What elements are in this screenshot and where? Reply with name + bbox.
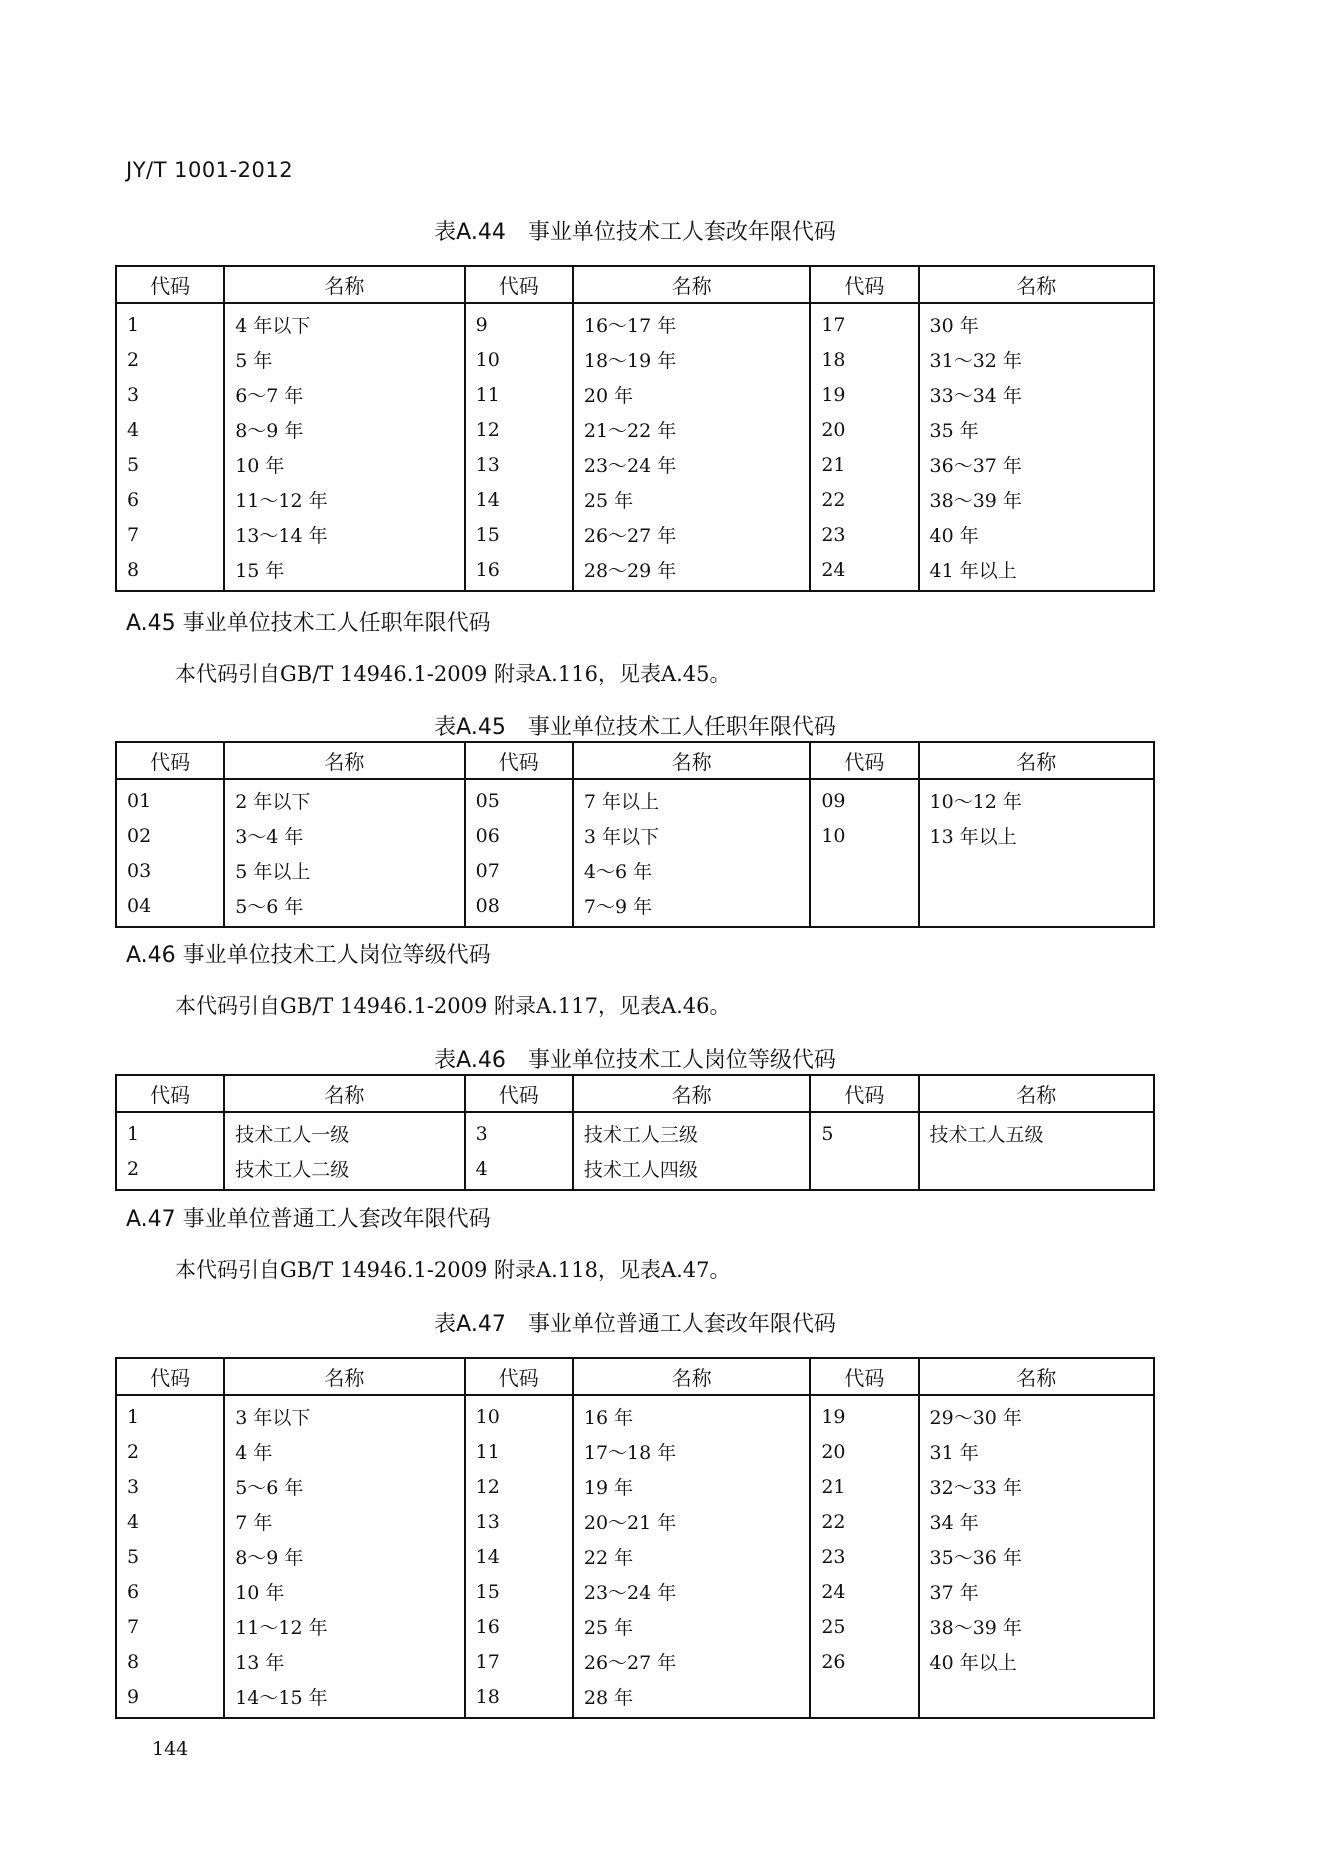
name-cell: 7 年 xyxy=(224,1504,464,1539)
name-cell: 2 年以下 xyxy=(224,779,464,818)
name-cell: 32～33 年 xyxy=(919,1469,1154,1504)
code-cell: 11 xyxy=(465,377,573,412)
table-row xyxy=(116,1434,1154,1469)
name-cell: 23～24 年 xyxy=(573,1574,810,1609)
code-cell: 6 xyxy=(116,1574,224,1609)
section-a47-text: 本代码引自GB/T 14946.1-2009 附录A.118，见表A.47。 xyxy=(175,1258,731,1282)
table-row xyxy=(116,1539,1154,1574)
code-cell: 5 xyxy=(116,1539,224,1574)
column-header-name: 名称 xyxy=(224,266,464,303)
name-cell: 4～6 年 xyxy=(573,853,810,888)
table-a45-caption: 表A.45 事业单位技术工人任职年限代码 xyxy=(434,715,836,740)
name-cell: 8～9 年 xyxy=(224,412,464,447)
code-cell: 07 xyxy=(465,853,573,888)
name-cell: 3 年以下 xyxy=(573,818,810,853)
code-cell: 19 xyxy=(810,377,918,412)
name-cell: 7～9 年 xyxy=(573,888,810,927)
table-row xyxy=(116,1112,1154,1151)
table-row xyxy=(116,1609,1154,1644)
name-cell: 16～17 年 xyxy=(573,303,810,342)
column-header-name: 名称 xyxy=(573,266,810,303)
code-cell: 11 xyxy=(465,1434,573,1469)
column-header-name: 名称 xyxy=(224,1075,464,1112)
code-cell xyxy=(810,1679,918,1718)
column-header-name: 名称 xyxy=(919,1358,1154,1395)
name-cell: 20～21 年 xyxy=(573,1504,810,1539)
name-cell: 4 年以下 xyxy=(224,303,464,342)
name-cell xyxy=(919,853,1154,888)
code-cell: 14 xyxy=(465,482,573,517)
name-cell: 22 年 xyxy=(573,1539,810,1574)
code-cell: 03 xyxy=(116,853,224,888)
code-cell: 9 xyxy=(465,303,573,342)
table-row xyxy=(116,517,1154,552)
name-cell: 29～30 年 xyxy=(919,1395,1154,1434)
table-header-row xyxy=(116,266,1154,303)
table-row xyxy=(116,342,1154,377)
table-row xyxy=(116,412,1154,447)
column-header-code: 代码 xyxy=(465,742,573,779)
code-cell: 24 xyxy=(810,1574,918,1609)
code-cell: 18 xyxy=(465,1679,573,1718)
code-cell: 23 xyxy=(810,517,918,552)
column-header-code: 代码 xyxy=(810,1358,918,1395)
column-header-code: 代码 xyxy=(465,266,573,303)
code-cell: 8 xyxy=(116,1644,224,1679)
table-a46 xyxy=(115,1074,1155,1191)
section-a46-text: 本代码引自GB/T 14946.1-2009 附录A.117，见表A.46。 xyxy=(175,994,731,1018)
code-cell: 16 xyxy=(465,552,573,591)
name-cell: 37 年 xyxy=(919,1574,1154,1609)
code-cell: 15 xyxy=(465,517,573,552)
code-cell: 19 xyxy=(810,1395,918,1434)
name-cell: 28 年 xyxy=(573,1679,810,1718)
column-header-name: 名称 xyxy=(224,742,464,779)
page-number: 144 xyxy=(152,1738,189,1760)
name-cell xyxy=(919,1151,1154,1190)
table-a47-caption: 表A.47 事业单位普通工人套改年限代码 xyxy=(434,1312,836,1337)
code-cell: 2 xyxy=(116,1151,224,1190)
code-cell: 5 xyxy=(810,1112,918,1151)
document-header-code: JY/T 1001-2012 xyxy=(126,158,294,182)
code-cell: 6 xyxy=(116,482,224,517)
name-cell: 11～12 年 xyxy=(224,1609,464,1644)
code-cell: 18 xyxy=(810,342,918,377)
name-cell: 14～15 年 xyxy=(224,1679,464,1718)
name-cell: 技术工人一级 xyxy=(224,1112,464,1151)
name-cell: 41 年以上 xyxy=(919,552,1154,591)
code-cell: 10 xyxy=(465,342,573,377)
name-cell: 15 年 xyxy=(224,552,464,591)
code-cell: 13 xyxy=(465,1504,573,1539)
name-cell: 13～14 年 xyxy=(224,517,464,552)
table-row xyxy=(116,303,1154,342)
name-cell: 技术工人三级 xyxy=(573,1112,810,1151)
name-cell: 26～27 年 xyxy=(573,517,810,552)
name-cell: 21～22 年 xyxy=(573,412,810,447)
code-cell: 21 xyxy=(810,1469,918,1504)
code-cell: 1 xyxy=(116,1112,224,1151)
name-cell: 10 年 xyxy=(224,447,464,482)
table-row xyxy=(116,1679,1154,1718)
name-cell: 25 年 xyxy=(573,1609,810,1644)
column-header-name: 名称 xyxy=(919,742,1154,779)
code-cell: 7 xyxy=(116,1609,224,1644)
code-cell: 17 xyxy=(465,1644,573,1679)
column-header-code: 代码 xyxy=(810,266,918,303)
name-cell: 38～39 年 xyxy=(919,1609,1154,1644)
code-cell: 1 xyxy=(116,303,224,342)
name-cell: 7 年以上 xyxy=(573,779,810,818)
name-cell: 16 年 xyxy=(573,1395,810,1434)
code-cell: 12 xyxy=(465,1469,573,1504)
section-a45-text: 本代码引自GB/T 14946.1-2009 附录A.116，见表A.45。 xyxy=(175,662,731,686)
name-cell: 35～36 年 xyxy=(919,1539,1154,1574)
column-header-code: 代码 xyxy=(810,742,918,779)
table-row xyxy=(116,853,1154,888)
name-cell: 36～37 年 xyxy=(919,447,1154,482)
name-cell: 3～4 年 xyxy=(224,818,464,853)
name-cell: 3 年以下 xyxy=(224,1395,464,1434)
table-row xyxy=(116,482,1154,517)
column-header-code: 代码 xyxy=(116,266,224,303)
name-cell: 17～18 年 xyxy=(573,1434,810,1469)
column-header-name: 名称 xyxy=(919,266,1154,303)
name-cell: 26～27 年 xyxy=(573,1644,810,1679)
code-cell: 10 xyxy=(810,818,918,853)
code-cell: 04 xyxy=(116,888,224,927)
name-cell: 10 年 xyxy=(224,1574,464,1609)
name-cell xyxy=(919,888,1154,927)
name-cell: 33～34 年 xyxy=(919,377,1154,412)
name-cell: 10～12 年 xyxy=(919,779,1154,818)
code-cell: 16 xyxy=(465,1609,573,1644)
code-cell: 06 xyxy=(465,818,573,853)
column-header-code: 代码 xyxy=(116,1358,224,1395)
name-cell xyxy=(919,1679,1154,1718)
column-header-code: 代码 xyxy=(116,1075,224,1112)
code-cell: 17 xyxy=(810,303,918,342)
name-cell: 34 年 xyxy=(919,1504,1154,1539)
code-cell xyxy=(810,853,918,888)
column-header-name: 名称 xyxy=(919,1075,1154,1112)
table-a46-caption: 表A.46 事业单位技术工人岗位等级代码 xyxy=(434,1048,836,1073)
name-cell: 5 年以上 xyxy=(224,853,464,888)
code-cell: 24 xyxy=(810,552,918,591)
name-cell: 35 年 xyxy=(919,412,1154,447)
table-header-row xyxy=(116,1358,1154,1395)
table-a44-caption: 表A.44 事业单位技术工人套改年限代码 xyxy=(434,220,836,245)
column-header-name: 名称 xyxy=(224,1358,464,1395)
code-cell: 3 xyxy=(116,377,224,412)
name-cell: 40 年以上 xyxy=(919,1644,1154,1679)
table-row xyxy=(116,1504,1154,1539)
code-cell: 12 xyxy=(465,412,573,447)
column-header-code: 代码 xyxy=(810,1075,918,1112)
table-header-row xyxy=(116,742,1154,779)
code-cell: 4 xyxy=(465,1151,573,1190)
code-cell: 25 xyxy=(810,1609,918,1644)
table-row xyxy=(116,377,1154,412)
code-cell: 22 xyxy=(810,482,918,517)
name-cell: 13 年 xyxy=(224,1644,464,1679)
code-cell: 1 xyxy=(116,1395,224,1434)
table-row xyxy=(116,1644,1154,1679)
code-cell: 09 xyxy=(810,779,918,818)
table-row xyxy=(116,1574,1154,1609)
name-cell: 25 年 xyxy=(573,482,810,517)
code-cell: 05 xyxy=(465,779,573,818)
code-cell: 23 xyxy=(810,1539,918,1574)
table-row xyxy=(116,1395,1154,1434)
column-header-name: 名称 xyxy=(573,1358,810,1395)
name-cell: 5～6 年 xyxy=(224,888,464,927)
code-cell: 20 xyxy=(810,412,918,447)
name-cell: 30 年 xyxy=(919,303,1154,342)
code-cell: 7 xyxy=(116,517,224,552)
name-cell: 31～32 年 xyxy=(919,342,1154,377)
code-cell: 2 xyxy=(116,1434,224,1469)
name-cell: 5～6 年 xyxy=(224,1469,464,1504)
table-row xyxy=(116,552,1154,591)
table-row xyxy=(116,818,1154,853)
name-cell: 40 年 xyxy=(919,517,1154,552)
code-cell: 21 xyxy=(810,447,918,482)
code-cell: 26 xyxy=(810,1644,918,1679)
code-cell: 2 xyxy=(116,342,224,377)
code-cell: 02 xyxy=(116,818,224,853)
table-row xyxy=(116,779,1154,818)
column-header-code: 代码 xyxy=(116,742,224,779)
column-header-name: 名称 xyxy=(573,742,810,779)
name-cell: 4 年 xyxy=(224,1434,464,1469)
code-cell: 15 xyxy=(465,1574,573,1609)
table-a45 xyxy=(115,741,1155,928)
name-cell: 5 年 xyxy=(224,342,464,377)
code-cell: 08 xyxy=(465,888,573,927)
table-a47 xyxy=(115,1357,1155,1719)
code-cell: 4 xyxy=(116,1504,224,1539)
name-cell: 技术工人四级 xyxy=(573,1151,810,1190)
table-row xyxy=(116,888,1154,927)
section-a46-heading: A.46 事业单位技术工人岗位等级代码 xyxy=(126,943,491,968)
code-cell: 22 xyxy=(810,1504,918,1539)
code-cell: 5 xyxy=(116,447,224,482)
table-row xyxy=(116,1151,1154,1190)
table-row xyxy=(116,1469,1154,1504)
table-row xyxy=(116,447,1154,482)
code-cell: 20 xyxy=(810,1434,918,1469)
name-cell: 技术工人五级 xyxy=(919,1112,1154,1151)
name-cell: 23～24 年 xyxy=(573,447,810,482)
code-cell: 8 xyxy=(116,552,224,591)
name-cell: 技术工人二级 xyxy=(224,1151,464,1190)
column-header-code: 代码 xyxy=(465,1358,573,1395)
code-cell xyxy=(810,1151,918,1190)
column-header-code: 代码 xyxy=(465,1075,573,1112)
name-cell: 38～39 年 xyxy=(919,482,1154,517)
section-a47-heading: A.47 事业单位普通工人套改年限代码 xyxy=(126,1207,491,1232)
code-cell: 3 xyxy=(465,1112,573,1151)
code-cell: 13 xyxy=(465,447,573,482)
name-cell: 19 年 xyxy=(573,1469,810,1504)
code-cell: 01 xyxy=(116,779,224,818)
code-cell: 10 xyxy=(465,1395,573,1434)
table-header-row xyxy=(116,1075,1154,1112)
name-cell: 20 年 xyxy=(573,377,810,412)
name-cell: 28～29 年 xyxy=(573,552,810,591)
name-cell: 8～9 年 xyxy=(224,1539,464,1574)
name-cell: 11～12 年 xyxy=(224,482,464,517)
code-cell: 4 xyxy=(116,412,224,447)
section-a45-heading: A.45 事业单位技术工人任职年限代码 xyxy=(126,611,491,636)
table-a44 xyxy=(115,265,1155,592)
code-cell: 9 xyxy=(116,1679,224,1718)
name-cell: 6～7 年 xyxy=(224,377,464,412)
name-cell: 18～19 年 xyxy=(573,342,810,377)
code-cell: 14 xyxy=(465,1539,573,1574)
code-cell xyxy=(810,888,918,927)
name-cell: 13 年以上 xyxy=(919,818,1154,853)
name-cell: 31 年 xyxy=(919,1434,1154,1469)
code-cell: 3 xyxy=(116,1469,224,1504)
column-header-name: 名称 xyxy=(573,1075,810,1112)
